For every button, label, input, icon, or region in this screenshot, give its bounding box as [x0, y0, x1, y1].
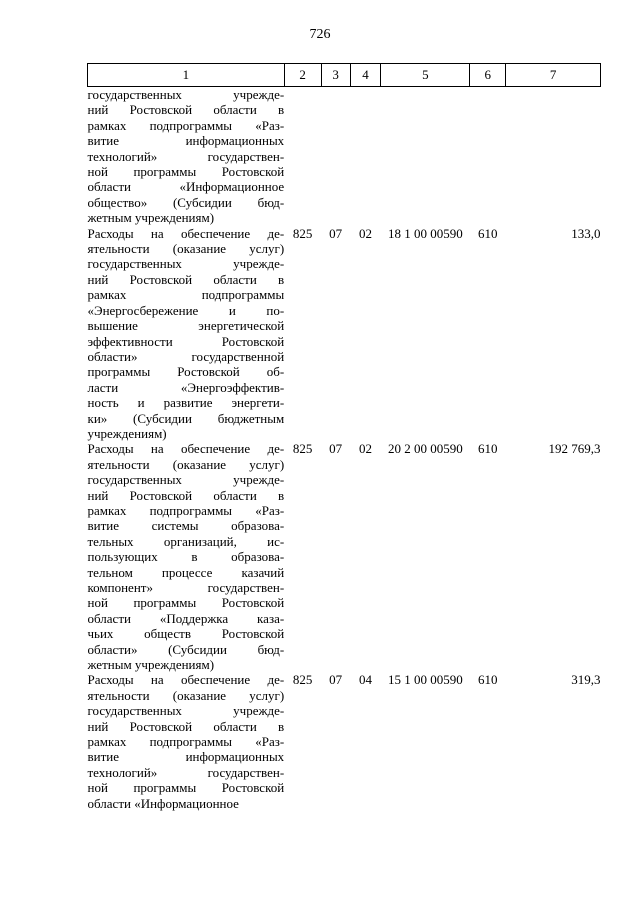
expense-description-cell	[88, 87, 285, 226]
column-header-4: 4	[350, 64, 381, 87]
description-line: тельных организаций, ис-	[87, 533, 285, 549]
description-line: тельном процессе казачий	[87, 564, 285, 580]
description-line: государственных учрежде-	[87, 472, 285, 488]
description-line: вышение энергетической	[87, 318, 285, 334]
column-header-5: 5	[381, 64, 470, 87]
amount-cell: 319,3	[571, 672, 601, 688]
column-header-2: 2	[284, 64, 321, 87]
column-header-3: 3	[321, 64, 350, 87]
amount-cell: 133,0	[571, 225, 601, 241]
description-line: витие системы образова-	[87, 518, 285, 534]
description-line: «Энергосбережение и по-	[87, 302, 285, 318]
budget-table	[87, 63, 601, 811]
description-line: жетным учреждениям)	[87, 657, 215, 673]
description-line: ласти «Энергоэффектив-	[87, 379, 285, 395]
description-line: рамках подпрограммы «Раз-	[87, 734, 285, 750]
description-line: ятельности (оказание услуг)	[87, 687, 285, 703]
ministry-code-cell	[284, 87, 321, 226]
expense-description-cell	[88, 441, 285, 672]
subsection-code-cell: 02	[359, 225, 372, 241]
description-line: эффективности Ростовской	[87, 333, 285, 349]
description-line: ной программы Ростовской	[87, 595, 285, 611]
section-code-cell: 07	[329, 672, 343, 688]
table-row	[88, 226, 601, 442]
description-line: учреждениям)	[87, 425, 167, 441]
description-line: рамках подпрограммы	[87, 287, 285, 303]
description-line: общество» (Субсидии бюд-	[87, 194, 285, 210]
target-article-cell: 20 2 00 00590	[387, 441, 463, 457]
description-line: государственных учрежде-	[87, 703, 285, 719]
description-line: ной программы Ростовской	[87, 780, 285, 796]
description-line: ной программы Ростовской	[87, 164, 285, 180]
expense-type-cell: 610	[477, 441, 498, 457]
description-line: технологий» государствен-	[87, 764, 285, 780]
ministry-code-cell: 825	[292, 441, 313, 457]
amount-cell	[506, 87, 601, 226]
description-line: витие информационных	[87, 749, 285, 765]
description-line: ний Ростовской области в	[87, 718, 285, 734]
subsection-code-cell: 02	[359, 441, 372, 457]
ministry-code-cell: 825	[292, 225, 313, 241]
description-line: технологий» государствен-	[87, 148, 285, 164]
column-header-6: 6	[470, 64, 506, 87]
description-line: рамках подпрограммы «Раз-	[87, 502, 285, 518]
description-line: рамках подпрограммы «Раз-	[87, 117, 285, 133]
description-line: области «Информационное	[87, 179, 285, 195]
description-line: программы Ростовской об-	[87, 364, 285, 380]
table-header-row	[88, 64, 601, 87]
table-row	[88, 672, 601, 811]
subsection-code-cell	[350, 87, 381, 226]
description-line: пользующих в образова-	[87, 549, 285, 565]
description-line: ятельности (оказание услуг)	[87, 241, 285, 257]
description-line: компонент» государствен-	[87, 580, 285, 595]
description-line: чьих обществ Ростовской	[87, 626, 285, 642]
description-line: государственных учрежде-	[87, 256, 285, 272]
description-line: области «Поддержка каза-	[87, 610, 285, 626]
description-line: ятельности (оказание услуг)	[87, 456, 285, 472]
description-line: Расходы на обеспечение де-	[87, 225, 285, 241]
expense-description-cell	[88, 226, 285, 442]
section-code-cell: 07	[329, 441, 343, 457]
description-line: области» государственной	[87, 348, 285, 364]
description-line: витие информационных	[87, 133, 285, 149]
target-article-cell	[381, 87, 470, 226]
expense-type-cell	[470, 87, 506, 226]
description-line: области «Информационное	[87, 795, 239, 811]
description-line: ность и развитие энергети-	[87, 395, 285, 411]
description-line: ний Ростовской области в	[87, 102, 285, 118]
page-number: 726	[309, 27, 331, 42]
target-article-cell: 18 1 00 00590	[387, 225, 463, 241]
section-code-cell	[321, 87, 350, 226]
expense-type-cell: 610	[477, 225, 498, 241]
table-row	[88, 441, 601, 672]
subsection-code-cell: 04	[359, 672, 372, 688]
description-line: ний Ростовской области в	[87, 487, 285, 503]
description-line: государственных учрежде-	[87, 87, 285, 102]
section-code-cell: 07	[329, 225, 343, 241]
column-header-1: 1	[88, 64, 285, 87]
description-line: ки» (Субсидии бюджетным	[87, 410, 285, 426]
description-line: области» (Субсидии бюд-	[87, 641, 285, 657]
column-header-7: 7	[506, 64, 601, 87]
expense-type-cell: 610	[477, 672, 498, 688]
description-line: Расходы на обеспечение де-	[87, 441, 285, 457]
ministry-code-cell: 825	[292, 672, 313, 688]
target-article-cell: 15 1 00 00590	[387, 672, 463, 688]
expense-description-cell	[88, 672, 285, 811]
amount-cell: 192 769,3	[548, 441, 601, 457]
description-line: Расходы на обеспечение де-	[87, 672, 285, 688]
description-line: ний Ростовской области в	[87, 271, 285, 287]
description-line: жетным учреждениям)	[87, 210, 215, 226]
table-row	[88, 87, 601, 226]
